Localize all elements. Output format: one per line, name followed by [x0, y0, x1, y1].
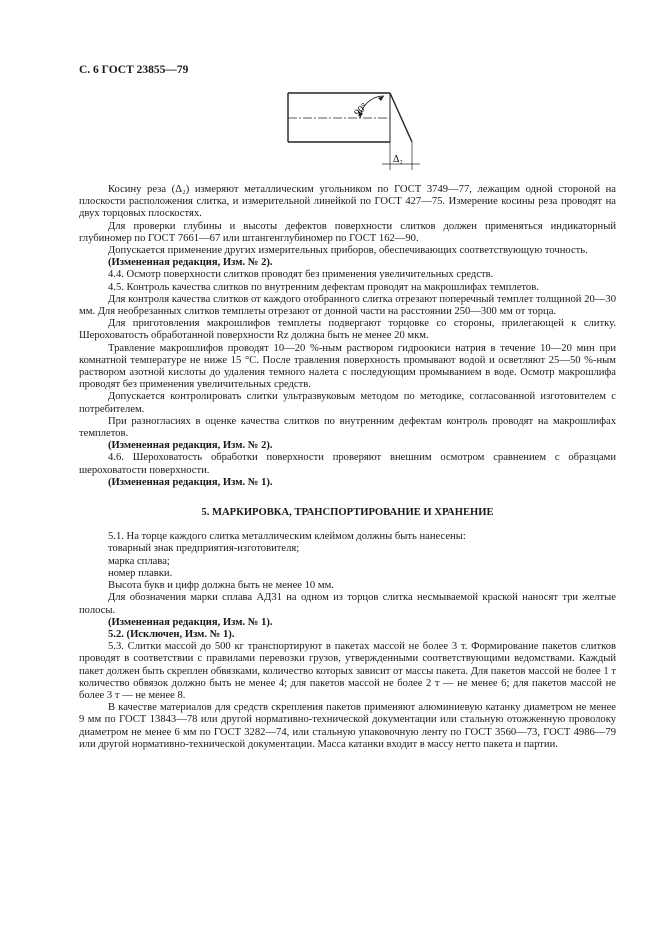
- paragraph: Косину реза (Δ₂) измеряют металлическим угольником по ГОСТ 3749—77, лежащим одной стороной на плоскости расположения слитка, и измерительной линейкой по ГОСТ 427—75. Измерение косины реза проводят на двух торцовых плоскостях.: [79, 184, 616, 220]
- paragraph: (Измененная редакция, Изм. № 1).: [108, 616, 273, 628]
- paragraph: товарный знак предприятия-изготовителя;: [108, 543, 300, 555]
- paragraph: Для приготовления макрошлифов темплеты подвергают торцовке со стороны, прилегающей к слитку. Шероховатость обработанной поверхности Rz должна быть не менее 20 мкм.: [79, 318, 616, 342]
- paragraph: (Измененная редакция, Изм. № 2).: [108, 440, 273, 452]
- paragraph: марка сплава;: [108, 555, 170, 567]
- paragraph: 4.4. Осмотр поверхности слитков проводят без применения увеличительных средств.: [108, 269, 494, 281]
- paragraph: Для обозначения марки сплава АД31 на одном из торцов слитка несмываемой краской наносят три желтые полосы.: [79, 592, 616, 616]
- paragraph: Травление макрошлифов проводят 10—20 %-ным раствором гидроокиси натрия в течение 10—20 мин при комнатной температуре не ниже 15 °С. После травления поверхность промывают водой и осветляют 25—50 %-ным раствором азотной кислоты до удаления темного налета с последующим промыванием в воде. Осмотр макрошлифа проводят без применения увеличительных средств.: [79, 342, 616, 391]
- paragraph: Для контроля качества слитков от каждого отобранного слитка отрезают поперечный темплет толщиной 20—30 мм. Для необрезанных слитков темплеты отрезают от донной части на расстоянии 250—300 мм от торца.: [79, 293, 616, 318]
- paragraph: (Измененная редакция, Изм. № 2).: [108, 257, 273, 269]
- paragraph: (Измененная редакция, Изм. № 1).: [108, 476, 273, 488]
- paragraph: Для проверки глубины и высоты дефектов поверхности слитков должен применяться индикаторный глубиномер по ГОСТ 7661—67 или штангенглубиномер по ГОСТ 162—90.: [79, 220, 616, 244]
- section-heading: 5. МАРКИРОВКА, ТРАНСПОРТИРОВАНИЕ И ХРАНЕНИЕ: [201, 507, 494, 519]
- ingot-cut-figure: [270, 88, 430, 178]
- paragraph: 5.1. На торце каждого слитка металлическим клеймом должны быть нанесены:: [108, 531, 466, 543]
- angle-label: 90°: [352, 101, 371, 119]
- paragraph: 5.3. Слитки массой до 500 кг транспортируют в пакетах массой не более 3 т. Формирование пакетов слитков проводят в соответствии с правилами перевозки грузов, утвержденными соответствующими ведомствами. Каждый пакет должен быть скреплен обвязками, количество которых зависит от массы пакета. Для пакетов массой не более 1 т количество обвязок должно быть не менее 4; для пакетов массой не более 2 т — не менее 6; для пакетов массой не более 3 т — не менее 8.: [79, 641, 616, 701]
- paragraph: 4.5. Контроль качества слитков по внутренним дефектам проводят на макрошлифах темплетов.: [108, 281, 539, 293]
- paragraph: Высота букв и цифр должна быть не менее 10 мм.: [108, 580, 334, 592]
- paragraph: 4.6. Шероховатость обработки поверхности проверяют внешним осмотром сравнением с образцами шероховатости поверхности.: [79, 452, 616, 476]
- paragraph: 5.2. (Исключен, Изм. № 1).: [108, 628, 235, 640]
- paragraph: В качестве материалов для средств скрепления пакетов применяют алюминиевую катанку диаметром не менее 9 мм по ГОСТ 13843—78 или другой нормативно-технической документации или стальную отожженную проволоку диаметром не менее 6 мм по ГОСТ 3282—74, или стальную упаковочную ленту по ГОСТ 3560—73, ГОСТ 4986—79 или другой нормативно-технической документации. Масса катанки входит в массу нетто пакета и партии.: [79, 702, 616, 750]
- cut-diagram-svg: [270, 88, 430, 178]
- paragraph: При разногласиях в оценке качества слитков по внутренним дефектам контроль проводят на макрошлифах темплетов.: [79, 415, 616, 440]
- delta-label: Δ₂: [393, 154, 403, 165]
- paragraph: номер плавки.: [108, 567, 173, 579]
- document-body: [79, 184, 616, 751]
- paragraph: Допускается контролировать слитки ультразвуковым методом по методике, согласованной изготовителем с потребителем.: [79, 391, 616, 415]
- page-header: С. 6 ГОСТ 23855—79: [79, 64, 189, 76]
- paragraph: Допускается применение других измерительных приборов, обеспечивающих соответствующую точность.: [108, 245, 588, 257]
